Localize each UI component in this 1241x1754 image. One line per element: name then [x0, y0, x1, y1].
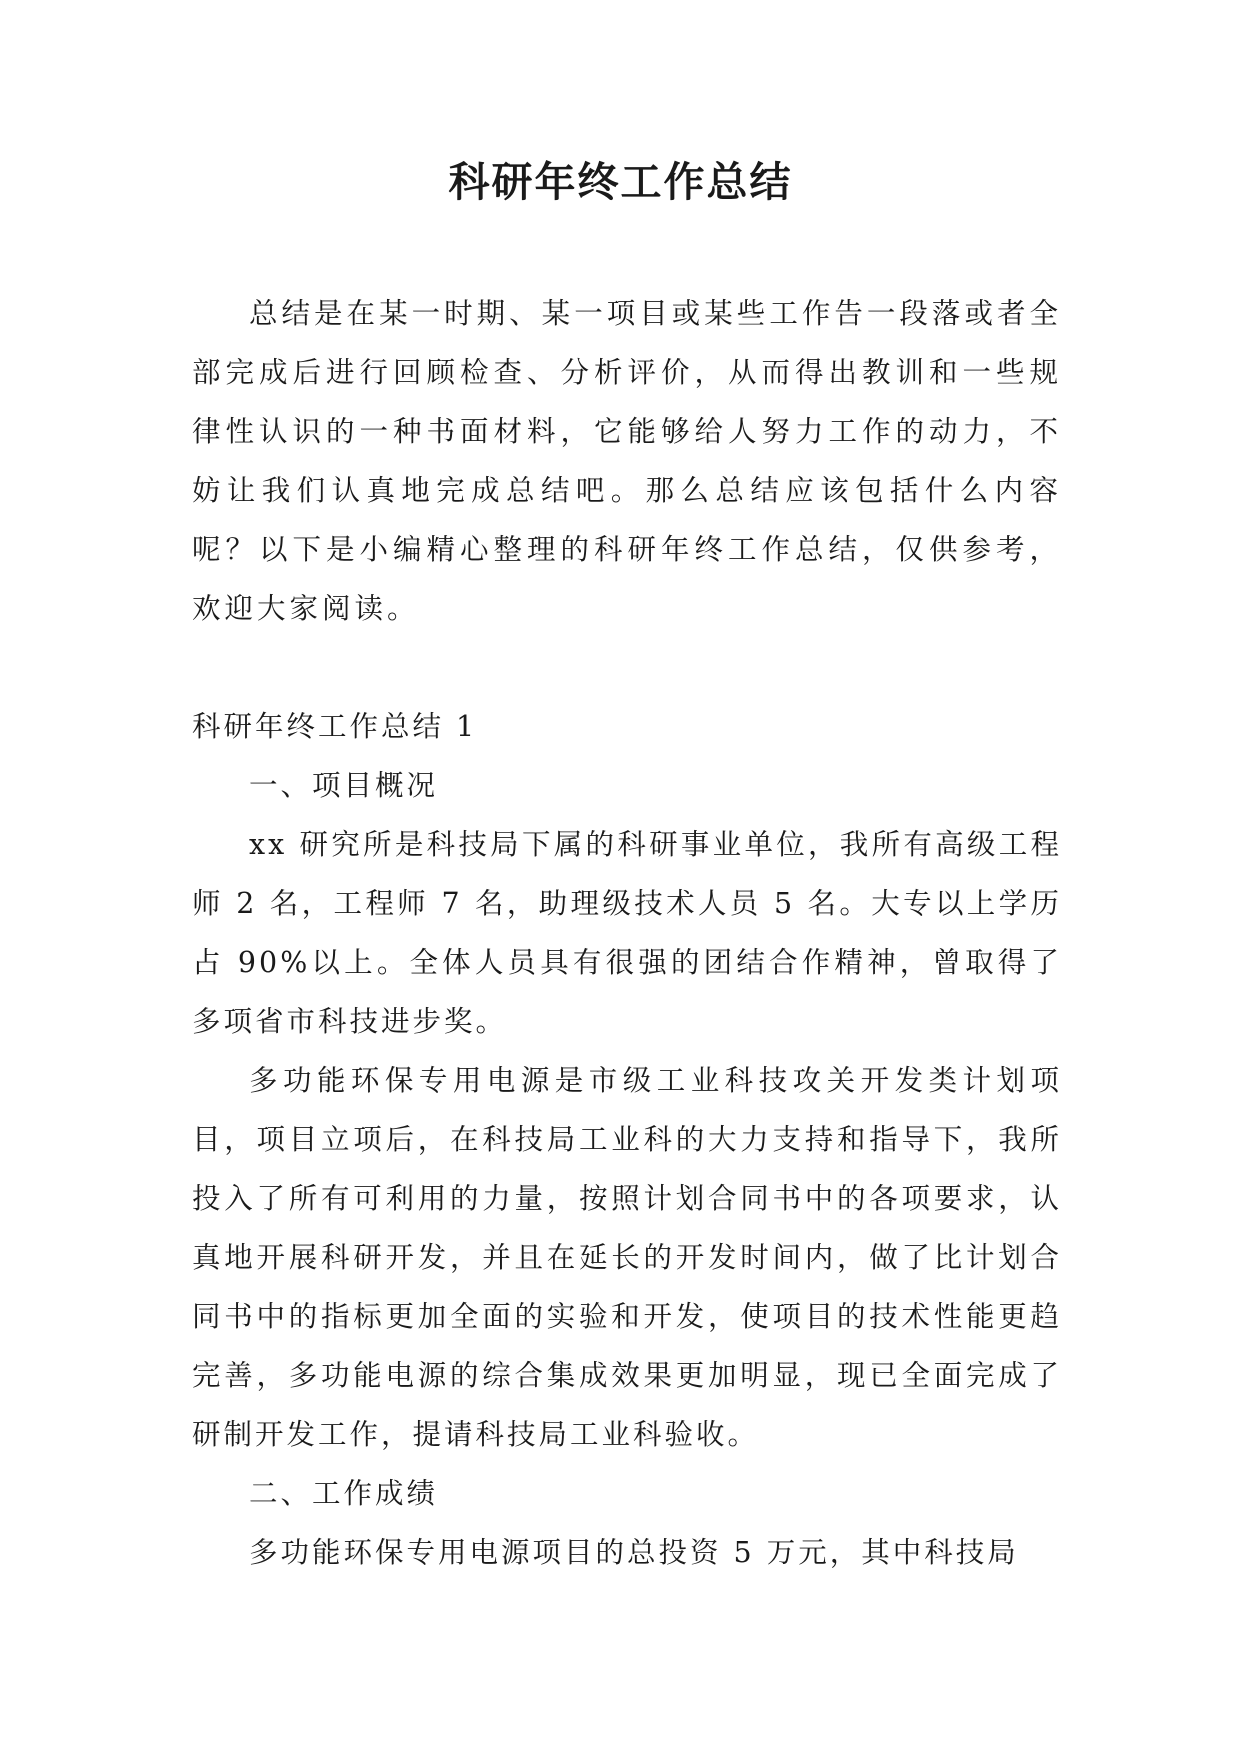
paragraph-institute: xx 研究所是科技局下属的科研事业单位，我所有高级工程师 2 名，工程师 7 名，助理级技术人员 5 名。大专以上学历占 90%以上。全体人员具有很强的团结合作精神，曾取得了多项省市科技进步奖。 [192, 828, 1062, 1038]
heading-work-results: 二、工作成绩 [249, 1477, 439, 1510]
paragraph-project: 多功能环保专用电源是市级工业科技攻关开发类计划项目，项目立项后，在科技局工业科的大力支持和指导下，我所投入了所有可利用的力量，按照计划合同书中的各项要求，认真地开展科研开发，并且在延长的开发时间内，做了比计划合同书中的指标更加全面的实验和开发，使项目的技术性能更趋完善，多功能电源的综合集成效果更加明显，现已全面完成了研制开发工作，提请科技局工业科验收。 [192, 1064, 1062, 1451]
intro-paragraph: 总结是在某一时期、某一项目或某些工作告一段落或者全部完成后进行回顾检查、分析评价，从而得出教训和一些规律性认识的一种书面材料，它能够给人努力工作的动力，不妨让我们认真地完成总结吧。那么总结应该包括什么内容呢？以下是小编精心整理的科研年终工作总结，仅供参考，欢迎大家阅读。 [192, 297, 1062, 625]
section-title: 科研年终工作总结 1 [192, 710, 478, 743]
paragraph-investment: 多功能环保专用电源项目的总投资 5 万元，其中科技局 [249, 1536, 1019, 1569]
heading-project-overview: 一、项目概况 [249, 769, 439, 802]
document-body [192, 284, 1062, 1582]
document-title: 科研年终工作总结 [448, 158, 793, 206]
paragraph-gap [192, 638, 1062, 697]
